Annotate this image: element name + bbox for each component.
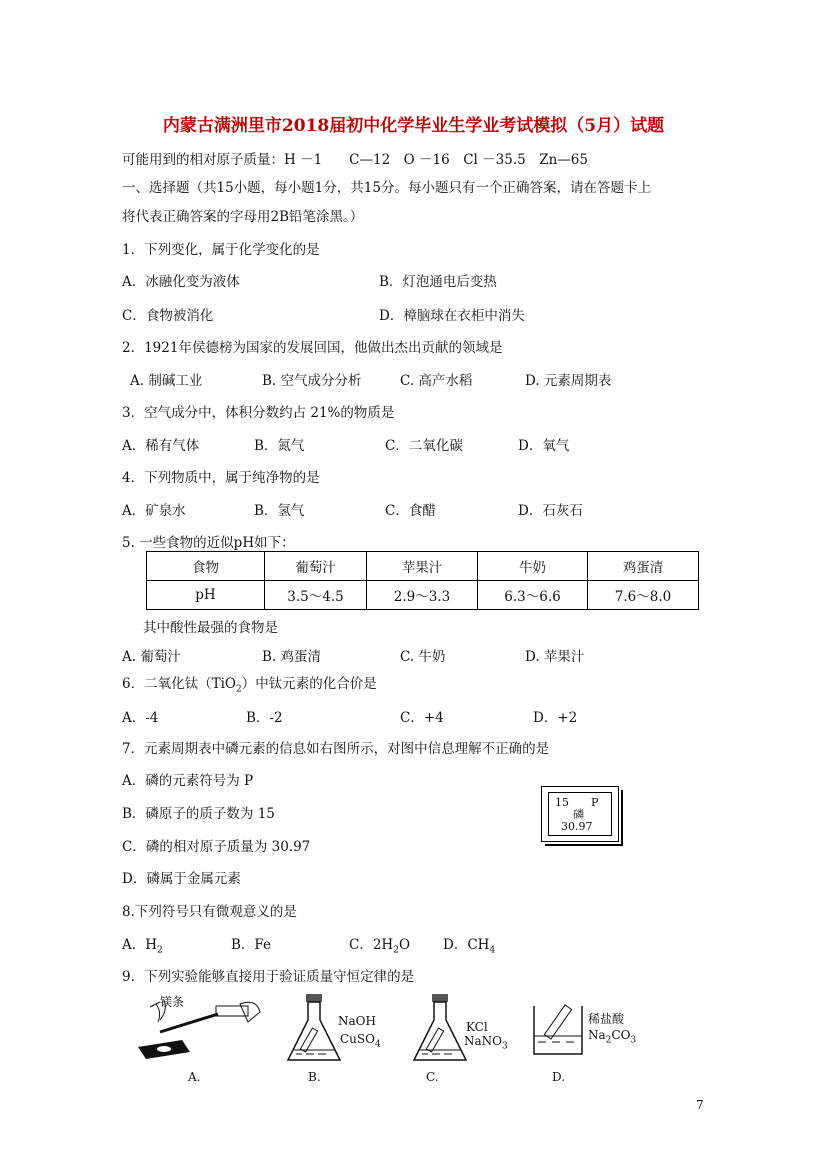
ph-header-cell: 苹果汁 xyxy=(367,552,478,581)
q7-option-b: B．磷原子的质子数为 15 xyxy=(122,806,275,822)
hydrochloric-acid-label: 稀盐酸 xyxy=(588,1012,625,1026)
q7-option-a: A．磷的元素符号为 P xyxy=(122,773,254,789)
q8-option-d: D．$CH_4$ xyxy=(443,937,496,956)
q6-option-b: B．-2 xyxy=(246,710,283,726)
ph-table-row xyxy=(147,581,699,610)
q4-option-a: A．矿泉水 xyxy=(122,503,186,519)
ph-cell: pH xyxy=(147,581,265,610)
page-title: 内蒙古满洲里市2018届初中化学毕业生学业考试模拟（5月）试题 xyxy=(162,116,665,136)
q4-option-d: D．石灰石 xyxy=(518,503,583,519)
q5-followup: 其中酸性最强的食物是 xyxy=(143,620,278,636)
q9-stem: 9．下列实验能够直接用于验证质量守恒定律的是 xyxy=(122,969,415,985)
q5-option-b: B. 鸡蛋清 xyxy=(262,649,322,665)
q2-option-d: D. 元素周期表 xyxy=(525,373,612,389)
q1-option-a: A．冰融化变为液体 xyxy=(122,274,240,290)
q4-option-b: B．氢气 xyxy=(254,503,305,519)
phosphorus-element-card xyxy=(541,786,619,842)
ph-header-cell: 葡萄汁 xyxy=(265,552,367,581)
q4-stem: 4．下列物质中，属于纯净物的是 xyxy=(122,470,320,486)
flask-b-drawing xyxy=(284,992,344,1066)
figure-a-drawing xyxy=(130,992,270,1062)
q8-option-b: B．Fe xyxy=(231,937,272,953)
q5-option-c: C. 牛奶 xyxy=(400,649,446,665)
q6-stem: 6．二氧化钛（TiO$_2$）中钛元素的化合价是 xyxy=(122,676,377,695)
q7-option-c: C．磷的相对原子质量为 30.97 xyxy=(122,839,311,855)
figure-b-flask xyxy=(284,992,394,1087)
na2co3-label: $Na_2CO_3$ xyxy=(588,1028,637,1046)
figure-c-caption: C. xyxy=(426,1070,439,1084)
q4-option-c: C．食醋 xyxy=(385,503,436,519)
magnesium-ribbon-label: 镁条 xyxy=(160,995,185,1009)
q8-option-a: A．$H_2$ xyxy=(122,937,163,956)
element-number: 15 xyxy=(555,796,569,809)
beaker-d-drawing xyxy=(528,992,588,1062)
flask-c-drawing xyxy=(410,992,470,1066)
element-mass: 30.97 xyxy=(561,820,593,833)
q3-option-d: D．氧气 xyxy=(518,438,570,454)
q3-option-b: B．氮气 xyxy=(254,438,305,454)
q1-option-b: B．灯泡通电后变热 xyxy=(379,274,497,290)
q1-option-c: C．食物被消化 xyxy=(122,308,214,324)
q5-option-d: D. 苹果汁 xyxy=(525,649,585,665)
q3-option-c: C．二氧化碳 xyxy=(385,438,463,454)
section-heading-1: 一、选择题（共15小题，每小题1分，共15分。每小题只有一个正确答案，请在答题卡上 xyxy=(122,180,651,196)
q5-option-a: A. 葡萄汁 xyxy=(122,649,181,665)
element-card-inner xyxy=(548,792,612,836)
q7-stem: 7．元素周期表中磷元素的信息如右图所示，对图中信息理解不正确的是 xyxy=(122,741,550,757)
element-symbol: P xyxy=(591,796,599,809)
q8-stem: 8.下列符号只有微观意义的是 xyxy=(122,904,297,920)
figure-d-caption: D. xyxy=(552,1070,566,1084)
nano3-label: NaNO$_3$ xyxy=(464,1034,508,1052)
q3-stem: 3．空气成分中，体积分数约占 21%的物质是 xyxy=(122,405,395,421)
q2-option-a: A. 制碱工业 xyxy=(130,373,203,389)
q2-option-b: B. 空气成分分析 xyxy=(262,373,362,389)
q8-option-c: C．$2H_2O$ xyxy=(349,937,411,956)
q2-stem: 2．1921年侯德榜为国家的发展回国，他做出杰出贡献的领域是 xyxy=(122,340,503,356)
ph-cell: 7.6～8.0 xyxy=(588,581,699,610)
q6-option-a: A．-4 xyxy=(122,710,159,726)
ph-cell: 2.9～3.3 xyxy=(367,581,478,610)
q3-option-a: A．稀有气体 xyxy=(122,438,200,454)
q5-stem: 5. 一些食物的近似pH如下： xyxy=(122,535,295,551)
ph-header-cell: 食物 xyxy=(147,552,265,581)
q1-stem: 1．下列变化，属于化学变化的是 xyxy=(122,242,320,258)
ph-cell: 3.5～4.5 xyxy=(265,581,367,610)
figure-b-caption: B. xyxy=(308,1070,321,1084)
ph-table-header-row xyxy=(147,552,699,581)
figure-a-magnesium-burning xyxy=(130,992,270,1087)
figure-d-beaker xyxy=(528,992,648,1087)
ph-header-cell: 鸡蛋清 xyxy=(588,552,699,581)
q6-option-d: D．+2 xyxy=(533,710,578,726)
q2-option-c: C. 高产水稻 xyxy=(400,373,473,389)
section-heading-2: 将代表正确答案的字母用2B铅笔涂黑。） xyxy=(122,209,364,225)
ph-cell: 6.3～6.6 xyxy=(478,581,588,610)
q6-option-c: C．+4 xyxy=(400,710,444,726)
q7-option-d: D．磷属于金属元素 xyxy=(122,871,241,887)
figure-a-caption: A. xyxy=(188,1070,201,1084)
ph-header-cell: 牛奶 xyxy=(478,552,588,581)
q1-option-d: D．樟脑球在衣柜中消失 xyxy=(379,308,525,324)
cuso4-label: CuSO$_4$ xyxy=(340,1032,381,1050)
page-number: 7 xyxy=(696,1098,704,1112)
atomic-masses: 可能用到的相对原子质量：H －1 C—12 O －16 Cl －35.5 Zn—65 xyxy=(122,152,588,168)
figure-c-flask xyxy=(410,992,520,1087)
naoh-label: NaOH xyxy=(338,1014,376,1028)
element-name: 磷 xyxy=(573,808,584,821)
kcl-label: KCl xyxy=(466,1020,488,1034)
ph-table xyxy=(146,551,699,610)
